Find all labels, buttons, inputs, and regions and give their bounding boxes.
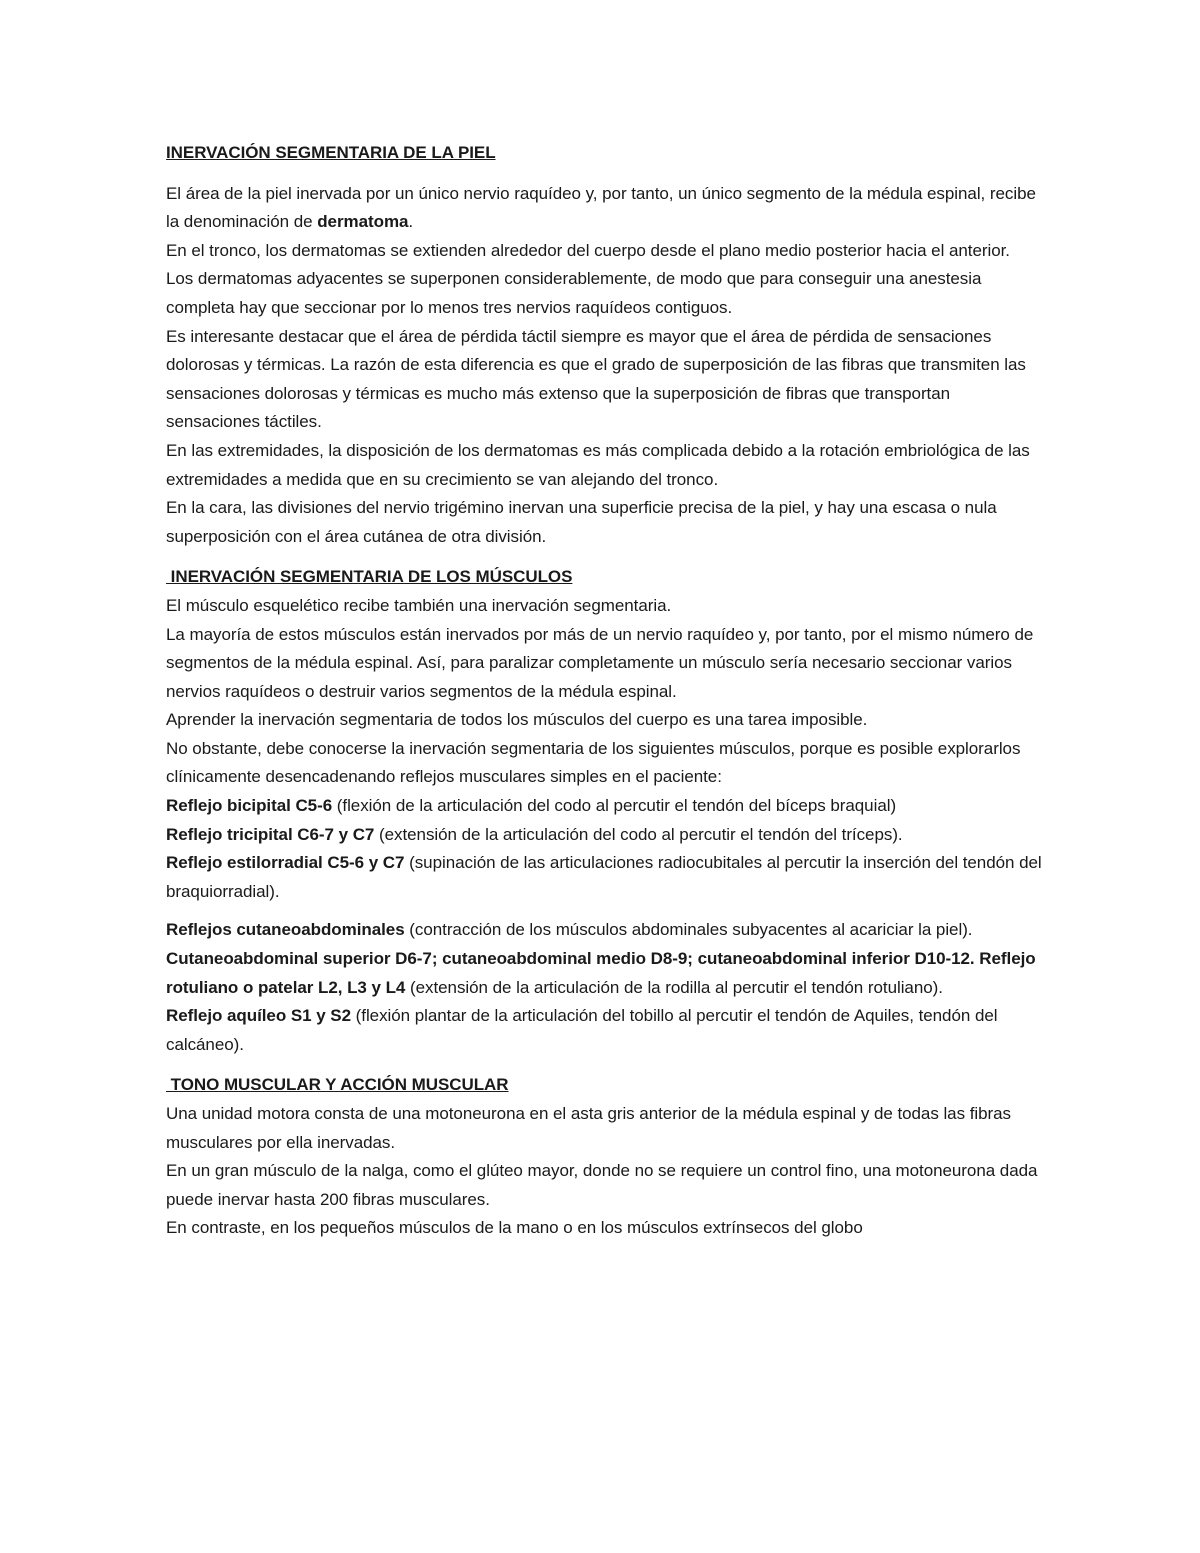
bold-term-dermatoma: dermatoma [317, 212, 409, 232]
paragraph-perdida-tactil: Es interesante destacar que el área de pérdida táctil siempre es mayor que el área de pérdida de sensaciones dolorosas y térmicas. La razón de esta diferencia es que el grado de superposición de las fibras que transmiten las sensaciones dolorosas y térmicas es mucho más extenso que la superposición de fibras que transportan sensaciones táctiles. [166, 326, 1026, 432]
paragraph-musculo-esqueletico: El músculo esquelético recibe también una inervación segmentaria. [166, 595, 672, 615]
reflex-bicipital [166, 792, 1046, 821]
reflex-aquileo [166, 1002, 1046, 1059]
paragraph-gluteo: En un gran músculo de la nalga, como el glúteo mayor, donde no se requiere un control fino, una motoneurona dada puede inervar hasta 200 fibras musculares. [166, 1161, 1038, 1209]
paragraph-text: El área de la piel inervada por un único nervio raquídeo y, por tanto, un único segmento de la médula espinal, recibe la denominación de [166, 183, 1036, 232]
section-title-piel: INERVACIÓN SEGMENTARIA DE LA PIEL [166, 143, 496, 162]
reflex-description: (extensión de la articulación del codo al percutir el tendón del tríceps). [374, 824, 903, 844]
paragraph-unidad-motora: Una unidad motora consta de una motoneurona en el asta gris anterior de la médula espinal y de todas las fibras musculares por ella inervadas. [166, 1104, 1011, 1152]
document-page [166, 139, 1046, 1243]
paragraph-contraste: En contraste, en los pequeños músculos de la mano o en los músculos extrínsecos del globo [166, 1218, 863, 1238]
reflex-name: Reflejo bicipital C5-6 [166, 796, 333, 816]
paragraph-dermatoma [166, 180, 1046, 237]
paragraph-text: . [408, 212, 414, 232]
paragraph-cara: En la cara, las divisiones del nervio trigémino inervan una superficie precisa de la piel, y hay una escasa o nula superposición con el área cutánea de otra división. [166, 498, 997, 546]
reflex-description: (flexión plantar de la articulación del tobillo al percutir el tendón de Aquiles, tendón del calcáneo). [166, 1006, 998, 1054]
reflex-name: Reflejos cutaneoabdominales [166, 920, 405, 940]
reflex-name: Reflejo aquíleo S1 y S2 [166, 1006, 351, 1026]
section-title-musculos: INERVACIÓN SEGMENTARIA DE LOS MÚSCULOS [166, 567, 573, 587]
paragraph-mayoria-musculos: La mayoría de estos músculos están inervados por más de un nervio raquídeo y, por tanto, por el mismo número de segmentos de la médula espinal. Así, para paralizar completamente un músculo sería necesario seccionar varios nervios raquídeos o destruir varios segmentos de la médula espinal. [166, 624, 1034, 701]
reflex-description: (extensión de la articulación de la rodilla al percutir el tendón rotuliano). [405, 977, 943, 997]
paragraph-extremidades: En las extremidades, la disposición de los dermatomas es más complicada debido a la rotación embriológica de las extremidades a medida que en su crecimiento se van alejando del tronco. [166, 440, 1030, 489]
reflex-name: Reflejo tricipital C6-7 y C7 [166, 824, 375, 844]
reflex-name: Reflejo estilorradial C5-6 y C7 [166, 853, 405, 873]
reflex-estilorradial [166, 849, 1046, 906]
paragraph-superposicion: Los dermatomas adyacentes se superponen considerablemente, de modo que para conseguir una anestesia completa hay que seccionar por lo menos tres nervios raquídeos contiguos. [166, 269, 982, 317]
paragraph-tronco: En el tronco, los dermatomas se extienden alrededor del cuerpo desde el plano medio posterior hacia el anterior. [166, 240, 1010, 260]
paragraph-aprender: Aprender la inervación segmentaria de todos los músculos del cuerpo es una tarea imposible. [166, 710, 868, 730]
reflex-cutaneoabdominales [166, 916, 1046, 945]
reflex-cutaneoabdominal-rotuliano [166, 945, 1046, 1002]
reflex-description: (flexión de la articulación del codo al percutir el tendón del bíceps braquial) [332, 796, 897, 816]
reflex-description: (supinación de las articulaciones radiocubitales al percutir la inserción del tendón del braquiorradial). [166, 853, 1042, 901]
reflex-name: Cutaneoabdominal superior D6-7; cutaneoabdominal medio D8-9; cutaneoabdominal inferior D10-12. Reflejo rotuliano o patelar L2, L3 y L4 [166, 949, 1036, 997]
section-title-tono: TONO MUSCULAR Y ACCIÓN MUSCULAR [166, 1075, 509, 1095]
paragraph-no-obstante: No obstante, debe conocerse la inervación segmentaria de los siguientes músculos, porque es posible explorarlos clínicamente desencadenando reflejos musculares simples en el paciente: [166, 738, 1021, 787]
reflex-description: (contracción de los músculos abdominales subyacentes al acariciar la piel). [404, 920, 973, 940]
reflex-tricipital [166, 821, 1046, 850]
